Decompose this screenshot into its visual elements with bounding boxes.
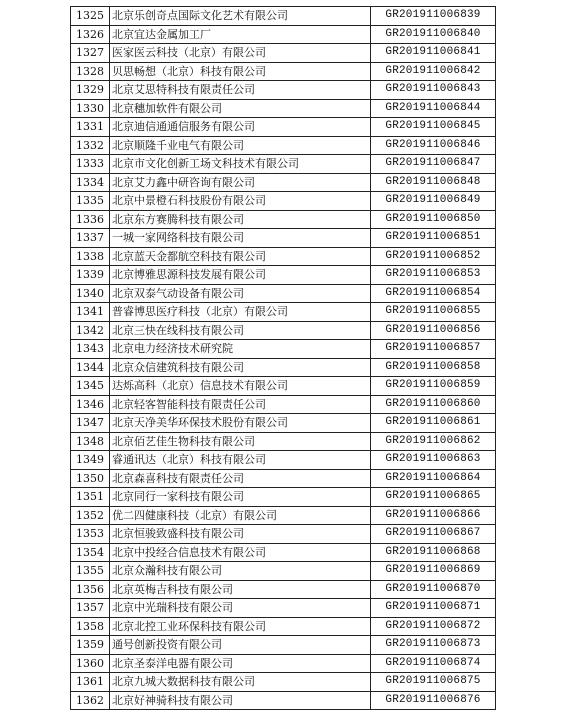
table-row (71, 136, 496, 155)
company-name: 一城一家网络科技有限公司 (110, 229, 371, 248)
row-number: 1329 (71, 81, 110, 100)
certificate-number: GR201911006876 (371, 691, 496, 710)
table-row (71, 155, 496, 174)
table-row (71, 691, 496, 710)
row-number: 1333 (71, 155, 110, 174)
company-name: 北京双泰气动设备有限公司 (110, 284, 371, 303)
row-number: 1342 (71, 321, 110, 340)
row-number: 1344 (71, 358, 110, 377)
certificate-number: GR201911006872 (371, 617, 496, 636)
table-row (71, 414, 496, 433)
certificate-number: GR201911006871 (371, 599, 496, 618)
certificate-number: GR201911006865 (371, 488, 496, 507)
row-number: 1359 (71, 636, 110, 655)
table-row (71, 192, 496, 211)
certificate-number: GR201911006844 (371, 99, 496, 118)
row-number: 1343 (71, 340, 110, 359)
company-name: 贝思畅想（北京）科技有限公司 (110, 62, 371, 81)
table-row (71, 340, 496, 359)
certificate-number: GR201911006850 (371, 210, 496, 229)
table-row (71, 284, 496, 303)
row-number: 1353 (71, 525, 110, 544)
row-number: 1357 (71, 599, 110, 618)
row-number: 1335 (71, 192, 110, 211)
table-row (71, 321, 496, 340)
certificate-number: GR201911006867 (371, 525, 496, 544)
certificate-number: GR201911006843 (371, 81, 496, 100)
table-row (71, 210, 496, 229)
certificate-number: GR201911006853 (371, 266, 496, 285)
row-number: 1331 (71, 118, 110, 137)
company-name: 优二四健康科技（北京）有限公司 (110, 506, 371, 525)
row-number: 1340 (71, 284, 110, 303)
table-row (71, 25, 496, 44)
certificate-number: GR201911006873 (371, 636, 496, 655)
table-row (71, 580, 496, 599)
certificate-number: GR201911006869 (371, 562, 496, 581)
row-number: 1355 (71, 562, 110, 581)
certificate-number: GR201911006839 (371, 7, 496, 26)
company-name: 北京森喜科技有限责任公司 (110, 469, 371, 488)
row-number: 1361 (71, 673, 110, 692)
company-name: 北京中景橙石科技股份有限公司 (110, 192, 371, 211)
certificate-number: GR201911006848 (371, 173, 496, 192)
row-number: 1362 (71, 691, 110, 710)
table-row (71, 377, 496, 396)
certificate-number: GR201911006841 (371, 44, 496, 63)
table-body (71, 7, 496, 710)
table-row (71, 488, 496, 507)
row-number: 1349 (71, 451, 110, 470)
table-row (71, 673, 496, 692)
company-name: 北京英梅吉科技有限公司 (110, 580, 371, 599)
certificate-number: GR201911006851 (371, 229, 496, 248)
certificate-number: GR201911006861 (371, 414, 496, 433)
certificate-table (70, 6, 496, 710)
company-name: 北京众信建筑科技有限公司 (110, 358, 371, 377)
document-page (70, 6, 490, 710)
company-name: 北京艾力鑫中研咨询有限公司 (110, 173, 371, 192)
row-number: 1337 (71, 229, 110, 248)
company-name: 北京市文化创新工场文科技术有限公司 (110, 155, 371, 174)
company-name: 北京轻客智能科技有限责任公司 (110, 395, 371, 414)
row-number: 1356 (71, 580, 110, 599)
table-row (71, 562, 496, 581)
company-name: 北京中投经合信息技术有限公司 (110, 543, 371, 562)
table-row (71, 99, 496, 118)
certificate-number: GR201911006846 (371, 136, 496, 155)
company-name: 北京乐创奇点国际文化艺术有限公司 (110, 7, 371, 26)
company-name: 北京恒骏致盛科技有限公司 (110, 525, 371, 544)
row-number: 1348 (71, 432, 110, 451)
company-name: 睿通讯达（北京）科技有限公司 (110, 451, 371, 470)
row-number: 1346 (71, 395, 110, 414)
certificate-number: GR201911006840 (371, 25, 496, 44)
table-row (71, 654, 496, 673)
company-name: 北京三快在线科技有限公司 (110, 321, 371, 340)
company-name: 北京同行一家科技有限公司 (110, 488, 371, 507)
certificate-number: GR201911006862 (371, 432, 496, 451)
company-name: 北京穗加软件有限公司 (110, 99, 371, 118)
table-row (71, 266, 496, 285)
row-number: 1328 (71, 62, 110, 81)
row-number: 1360 (71, 654, 110, 673)
row-number: 1338 (71, 247, 110, 266)
certificate-number: GR201911006852 (371, 247, 496, 266)
certificate-number: GR201911006858 (371, 358, 496, 377)
table-row (71, 44, 496, 63)
certificate-number: GR201911006849 (371, 192, 496, 211)
certificate-number: GR201911006875 (371, 673, 496, 692)
certificate-number: GR201911006864 (371, 469, 496, 488)
table-row (71, 617, 496, 636)
table-row (71, 247, 496, 266)
table-row (71, 358, 496, 377)
company-name: 北京天净美华环保技术股份有限公司 (110, 414, 371, 433)
row-number: 1345 (71, 377, 110, 396)
table-row (71, 173, 496, 192)
certificate-number: GR201911006859 (371, 377, 496, 396)
company-name: 北京顺隆千业电气有限公司 (110, 136, 371, 155)
table-row (71, 7, 496, 26)
row-number: 1352 (71, 506, 110, 525)
row-number: 1330 (71, 99, 110, 118)
table-row (71, 118, 496, 137)
certificate-number: GR201911006866 (371, 506, 496, 525)
table-row (71, 395, 496, 414)
table-row (71, 432, 496, 451)
company-name: 北京众瀚科技有限公司 (110, 562, 371, 581)
row-number: 1327 (71, 44, 110, 63)
company-name: 北京佰艺佳生物科技有限公司 (110, 432, 371, 451)
company-name: 北京九城大数据科技有限公司 (110, 673, 371, 692)
certificate-number: GR201911006857 (371, 340, 496, 359)
row-number: 1358 (71, 617, 110, 636)
company-name: 北京圣泰洋电器有限公司 (110, 654, 371, 673)
row-number: 1325 (71, 7, 110, 26)
company-name: 北京蓝天金都航空科技有限公司 (110, 247, 371, 266)
table-row (71, 469, 496, 488)
row-number: 1332 (71, 136, 110, 155)
row-number: 1326 (71, 25, 110, 44)
company-name: 北京好神骑科技有限公司 (110, 691, 371, 710)
company-name: 北京迪信通通信服务有限公司 (110, 118, 371, 137)
row-number: 1334 (71, 173, 110, 192)
table-row (71, 229, 496, 248)
table-row (71, 303, 496, 322)
table-row (71, 62, 496, 81)
company-name: 达烁高科（北京）信息技术有限公司 (110, 377, 371, 396)
company-name: 北京中光瑞科技有限公司 (110, 599, 371, 618)
certificate-number: GR201911006860 (371, 395, 496, 414)
row-number: 1350 (71, 469, 110, 488)
table-row (71, 81, 496, 100)
certificate-number: GR201911006842 (371, 62, 496, 81)
company-name: 北京艾思特科技有限责任公司 (110, 81, 371, 100)
row-number: 1351 (71, 488, 110, 507)
row-number: 1354 (71, 543, 110, 562)
row-number: 1347 (71, 414, 110, 433)
row-number: 1336 (71, 210, 110, 229)
row-number: 1339 (71, 266, 110, 285)
certificate-number: GR201911006870 (371, 580, 496, 599)
table-row (71, 525, 496, 544)
certificate-number: GR201911006847 (371, 155, 496, 174)
table-row (71, 599, 496, 618)
certificate-number: GR201911006874 (371, 654, 496, 673)
certificate-number: GR201911006845 (371, 118, 496, 137)
company-name: 北京宜达金属加工厂 (110, 25, 371, 44)
certificate-number: GR201911006868 (371, 543, 496, 562)
company-name: 北京博雅思源科技发展有限公司 (110, 266, 371, 285)
table-row (71, 506, 496, 525)
company-name: 北京东方赛腾科技有限公司 (110, 210, 371, 229)
company-name: 普睿博思医疗科技（北京）有限公司 (110, 303, 371, 322)
table-row (71, 543, 496, 562)
table-row (71, 636, 496, 655)
certificate-number: GR201911006856 (371, 321, 496, 340)
certificate-number: GR201911006854 (371, 284, 496, 303)
table-row (71, 451, 496, 470)
certificate-number: GR201911006863 (371, 451, 496, 470)
row-number: 1341 (71, 303, 110, 322)
company-name: 通号创新投资有限公司 (110, 636, 371, 655)
company-name: 北京北控工业环保科技有限公司 (110, 617, 371, 636)
company-name: 医家医云科技（北京）有限公司 (110, 44, 371, 63)
certificate-number: GR201911006855 (371, 303, 496, 322)
company-name: 北京电力经济技术研究院 (110, 340, 371, 359)
